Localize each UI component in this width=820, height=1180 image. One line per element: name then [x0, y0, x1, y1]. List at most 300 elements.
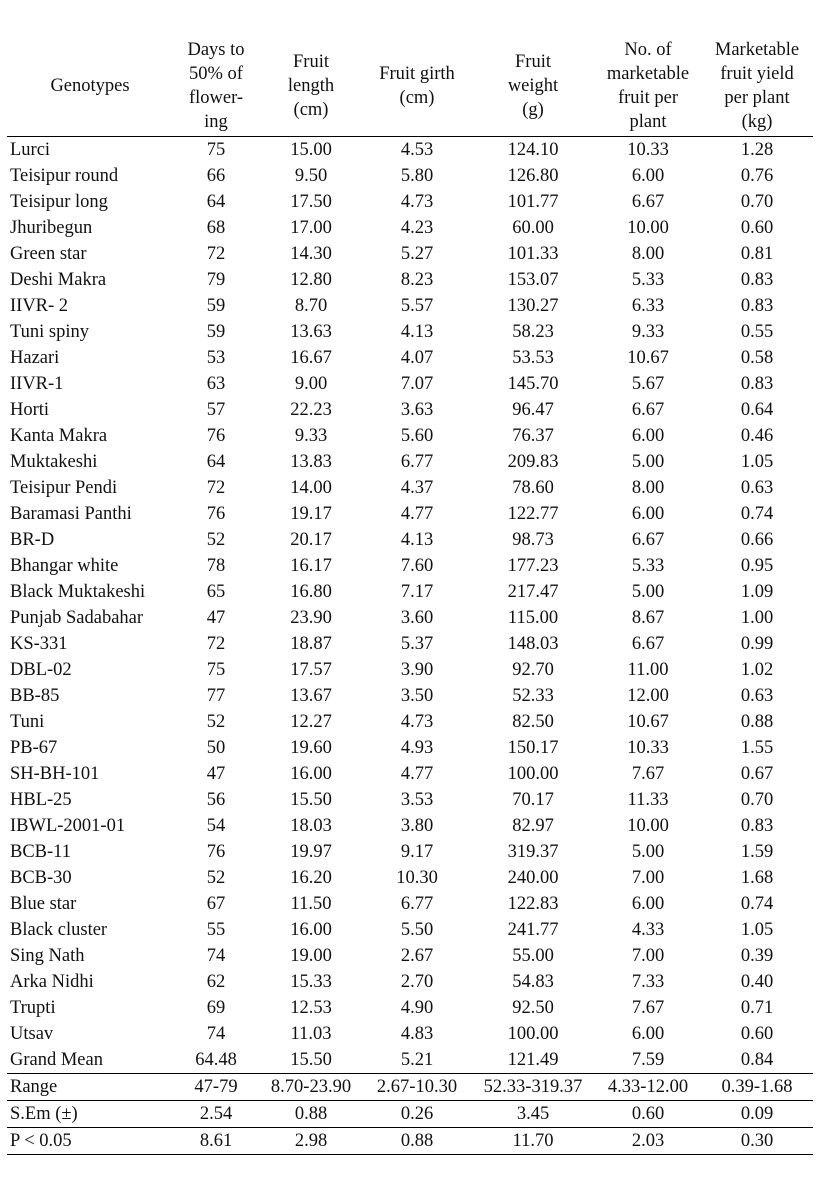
value-cell: 10.67 [627, 348, 669, 368]
value-cell: 56 [206, 790, 226, 810]
value-cell: 98.73 [512, 530, 554, 550]
value-cell: 4.13 [400, 322, 434, 342]
value-cell: 16.20 [290, 868, 332, 888]
value-cell: 0.83 [740, 296, 774, 316]
value-cell: 0.71 [740, 998, 774, 1018]
value-cell: 0.81 [740, 244, 774, 264]
grand-mean-row [7, 1047, 813, 1074]
value-cell: 0.95 [740, 556, 774, 576]
table-row [7, 917, 813, 943]
value-cell: 64 [206, 452, 226, 472]
table-body [7, 137, 813, 1155]
column-header [363, 38, 471, 137]
value-cell: 52.33 [512, 686, 554, 706]
value-cell: 66 [206, 166, 226, 186]
value-cell: 101.77 [507, 192, 559, 212]
value-cell: 6.77 [400, 894, 434, 914]
value-cell: 5.80 [400, 166, 434, 186]
row-label-cell: SH-BH-101 [10, 764, 100, 784]
value-cell: 6.77 [400, 452, 434, 472]
value-cell: 15.50 [290, 1050, 332, 1070]
value-cell: 60.00 [512, 218, 554, 238]
row-label-cell: Arka Nidhi [10, 972, 94, 992]
row-label-cell: PB-67 [10, 738, 58, 758]
column-header-line: fruit yield [720, 64, 794, 84]
column-header-line: Genotypes [50, 76, 130, 96]
row-label-cell: Teisipur Pendi [10, 478, 118, 498]
value-cell: 13.63 [290, 322, 332, 342]
row-label-cell: Black cluster [10, 920, 108, 940]
value-cell: 11.33 [627, 790, 669, 810]
table-row [7, 943, 813, 969]
value-cell: 9.50 [294, 166, 328, 186]
value-cell: 5.00 [631, 582, 665, 602]
value-cell: 23.90 [290, 608, 332, 628]
summary-row [7, 1074, 813, 1101]
value-cell: 130.27 [507, 296, 559, 316]
row-label-cell: Tuni spiny [10, 322, 90, 342]
value-cell: 78 [206, 556, 226, 576]
value-cell: 52.33-319.37 [471, 1074, 595, 1101]
value-cell: 76 [206, 504, 226, 524]
value-cell: 54 [206, 816, 226, 836]
value-cell: 10.00 [627, 816, 669, 836]
value-cell: 209.83 [507, 452, 559, 472]
value-cell: 6.67 [631, 634, 665, 654]
value-cell: 145.70 [507, 374, 559, 394]
column-header-line: Fruit [293, 52, 329, 72]
value-cell: 82.97 [512, 816, 554, 836]
value-cell: 11.50 [290, 894, 332, 914]
value-cell: 4.77 [400, 504, 434, 524]
value-cell: 0.55 [740, 322, 774, 342]
row-label-cell: Lurci [10, 140, 51, 160]
row-label-cell: KS-331 [10, 634, 68, 654]
value-cell: 59 [206, 296, 226, 316]
value-cell: 4.90 [400, 998, 434, 1018]
column-header-line: ing [204, 112, 228, 132]
table-row [7, 891, 813, 917]
row-label-cell: Black Muktakeshi [10, 582, 146, 602]
value-cell: 0.83 [740, 816, 774, 836]
value-cell: 240.00 [507, 868, 559, 888]
value-cell: 7.00 [631, 868, 665, 888]
row-label-cell: BCB-30 [10, 868, 72, 888]
value-cell: 8.00 [631, 244, 665, 264]
value-cell: 6.67 [631, 192, 665, 212]
value-cell: 0.63 [740, 686, 774, 706]
value-cell: 1.05 [740, 452, 774, 472]
table-row [7, 241, 813, 267]
value-cell: 153.07 [507, 270, 559, 290]
value-cell: 3.50 [400, 686, 434, 706]
value-cell: 5.33 [631, 556, 665, 576]
value-cell: 1.55 [740, 738, 774, 758]
row-label-cell: Deshi Makra [10, 270, 107, 290]
row-label-cell: BCB-11 [10, 842, 71, 862]
value-cell: 72 [206, 634, 226, 654]
value-cell: 0.30 [701, 1128, 813, 1155]
table-row [7, 683, 813, 709]
value-cell: 126.80 [507, 166, 559, 186]
value-cell: 10.30 [396, 868, 438, 888]
column-header [701, 38, 813, 137]
value-cell: 4.73 [400, 712, 434, 732]
table-row [7, 449, 813, 475]
value-cell: 76.37 [512, 426, 554, 446]
value-cell: 9.33 [294, 426, 328, 446]
value-cell: 72 [206, 478, 226, 498]
table-row [7, 553, 813, 579]
value-cell: 3.90 [400, 660, 434, 680]
row-label-cell: Bhangar white [10, 556, 119, 576]
value-cell: 22.23 [290, 400, 332, 420]
value-cell: 115.00 [507, 608, 559, 628]
value-cell: 6.00 [631, 166, 665, 186]
value-cell: 1.28 [740, 140, 774, 160]
value-cell: 10.33 [627, 140, 669, 160]
value-cell: 8.70 [294, 296, 328, 316]
value-cell: 0.63 [740, 478, 774, 498]
row-label-cell: Trupti [10, 998, 56, 1018]
table-row [7, 527, 813, 553]
column-header [173, 38, 259, 137]
value-cell: 74 [206, 1024, 226, 1044]
value-cell: 14.00 [290, 478, 332, 498]
value-cell: 53.53 [512, 348, 554, 368]
table-row [7, 995, 813, 1021]
table-row [7, 189, 813, 215]
table-row [7, 423, 813, 449]
column-header-line: (cm) [293, 100, 329, 120]
row-label-cell: IIVR- 2 [10, 296, 69, 316]
row-label-cell: Baramasi Panthi [10, 504, 132, 524]
value-cell: 5.00 [631, 842, 665, 862]
value-cell: 13.83 [290, 452, 332, 472]
table-row [7, 371, 813, 397]
value-cell: 5.57 [400, 296, 434, 316]
value-cell: 2.03 [595, 1128, 701, 1155]
value-cell: 92.50 [512, 998, 554, 1018]
table-row [7, 501, 813, 527]
value-cell: 8.23 [400, 270, 434, 290]
value-cell: 0.70 [740, 192, 774, 212]
table-row [7, 735, 813, 761]
value-cell: 241.77 [507, 920, 559, 940]
column-header-line: (kg) [741, 112, 773, 132]
value-cell: 1.00 [740, 608, 774, 628]
row-label-cell: Teisipur round [10, 166, 119, 186]
value-cell: 82.50 [512, 712, 554, 732]
value-cell: 0.58 [740, 348, 774, 368]
value-cell: 17.00 [290, 218, 332, 238]
value-cell: 20.17 [290, 530, 332, 550]
value-cell: 3.63 [400, 400, 434, 420]
value-cell: 13.67 [290, 686, 332, 706]
value-cell: 70.17 [512, 790, 554, 810]
value-cell: 16.67 [290, 348, 332, 368]
value-cell: 11.03 [290, 1024, 332, 1044]
row-label-cell: P < 0.05 [7, 1128, 173, 1155]
value-cell: 9.17 [400, 842, 434, 862]
value-cell: 65 [206, 582, 226, 602]
table-row [7, 761, 813, 787]
column-header-line: Marketable [714, 40, 800, 60]
header-row [7, 38, 813, 137]
value-cell: 2.70 [400, 972, 434, 992]
value-cell: 7.67 [631, 764, 665, 784]
table-row [7, 397, 813, 423]
value-cell: 100.00 [507, 1024, 559, 1044]
value-cell: 124.10 [507, 140, 559, 160]
column-header-line: marketable [606, 64, 690, 84]
table-row [7, 319, 813, 345]
column-header-line: weight [507, 76, 559, 96]
value-cell: 6.67 [631, 400, 665, 420]
value-cell: 0.39-1.68 [701, 1074, 813, 1101]
value-cell: 4.13 [400, 530, 434, 550]
row-label-cell: Utsav [10, 1024, 54, 1044]
value-cell: 121.49 [507, 1050, 559, 1070]
table-row [7, 475, 813, 501]
value-cell: 53 [206, 348, 226, 368]
row-label-cell: Punjab Sadabahar [10, 608, 144, 628]
value-cell: 1.59 [740, 842, 774, 862]
column-header-line: (cm) [399, 88, 435, 108]
table-row [7, 293, 813, 319]
value-cell: 54.83 [512, 972, 554, 992]
value-cell: 15.00 [290, 140, 332, 160]
column-header [7, 38, 173, 137]
row-label-cell: HBL-25 [10, 790, 72, 810]
value-cell: 68 [206, 218, 226, 238]
data-table-container [7, 38, 813, 1155]
value-cell: 7.60 [400, 556, 434, 576]
summary-row [7, 1101, 813, 1128]
value-cell: 11.70 [471, 1128, 595, 1155]
column-header-line: length [287, 76, 335, 96]
value-cell: 4.07 [400, 348, 434, 368]
value-cell: 5.27 [400, 244, 434, 264]
row-label-cell: Range [7, 1074, 173, 1101]
value-cell: 0.83 [740, 270, 774, 290]
value-cell: 0.84 [740, 1050, 774, 1070]
value-cell: 1.05 [740, 920, 774, 940]
value-cell: 100.00 [507, 764, 559, 784]
row-label-cell: Muktakeshi [10, 452, 98, 472]
table-row [7, 1021, 813, 1047]
table-row [7, 345, 813, 371]
row-label-cell: Sing Nath [10, 946, 85, 966]
table-row [7, 709, 813, 735]
value-cell: 0.83 [740, 374, 774, 394]
row-label-cell: Jhuribegun [10, 218, 93, 238]
table-row [7, 163, 813, 189]
value-cell: 67 [206, 894, 226, 914]
value-cell: 76 [206, 426, 226, 446]
value-cell: 0.67 [740, 764, 774, 784]
column-header-line: No. of [624, 40, 672, 60]
value-cell: 64 [206, 192, 226, 212]
row-label-cell: Teisipur long [10, 192, 108, 212]
value-cell: 0.09 [701, 1101, 813, 1128]
value-cell: 78.60 [512, 478, 554, 498]
value-cell: 55 [206, 920, 226, 940]
value-cell: 6.67 [631, 530, 665, 550]
value-cell: 4.73 [400, 192, 434, 212]
value-cell: 10.00 [627, 218, 669, 238]
value-cell: 0.26 [363, 1101, 471, 1128]
value-cell: 319.37 [507, 842, 559, 862]
value-cell: 74 [206, 946, 226, 966]
value-cell: 7.67 [631, 998, 665, 1018]
table-row [7, 865, 813, 891]
value-cell: 47-79 [173, 1074, 259, 1101]
value-cell: 16.00 [290, 764, 332, 784]
column-header-line: per plant [724, 88, 790, 108]
value-cell: 1.68 [740, 868, 774, 888]
value-cell: 19.60 [290, 738, 332, 758]
value-cell: 11.00 [627, 660, 669, 680]
value-cell: 75 [206, 660, 226, 680]
value-cell: 47 [206, 764, 226, 784]
value-cell: 3.53 [400, 790, 434, 810]
value-cell: 7.00 [631, 946, 665, 966]
value-cell: 7.33 [631, 972, 665, 992]
value-cell: 63 [206, 374, 226, 394]
value-cell: 4.23 [400, 218, 434, 238]
table-row [7, 813, 813, 839]
value-cell: 0.64 [740, 400, 774, 420]
column-header-line: Fruit girth [379, 64, 455, 84]
row-label-cell: DBL-02 [10, 660, 72, 680]
value-cell: 8.00 [631, 478, 665, 498]
value-cell: 64.48 [195, 1050, 237, 1070]
value-cell: 2.54 [173, 1101, 259, 1128]
value-cell: 57 [206, 400, 226, 420]
value-cell: 96.47 [512, 400, 554, 420]
value-cell: 76 [206, 842, 226, 862]
genotype-performance-table [7, 38, 813, 1155]
value-cell: 19.00 [290, 946, 332, 966]
value-cell: 4.33-12.00 [595, 1074, 701, 1101]
row-label-cell: BB-85 [10, 686, 60, 706]
column-header-line: flower- [188, 88, 244, 108]
value-cell: 0.88 [740, 712, 774, 732]
value-cell: 5.33 [631, 270, 665, 290]
column-header [471, 38, 595, 137]
value-cell: 0.39 [740, 946, 774, 966]
summary-row [7, 1128, 813, 1155]
value-cell: 3.45 [471, 1101, 595, 1128]
value-cell: 4.83 [400, 1024, 434, 1044]
value-cell: 0.70 [740, 790, 774, 810]
value-cell: 52 [206, 530, 226, 550]
value-cell: 0.88 [259, 1101, 363, 1128]
value-cell: 122.83 [507, 894, 559, 914]
value-cell: 122.77 [507, 504, 559, 524]
value-cell: 0.66 [740, 530, 774, 550]
value-cell: 3.80 [400, 816, 434, 836]
value-cell: 5.50 [400, 920, 434, 940]
value-cell: 19.17 [290, 504, 332, 524]
value-cell: 6.33 [631, 296, 665, 316]
value-cell: 3.60 [400, 608, 434, 628]
value-cell: 52 [206, 712, 226, 732]
value-cell: 150.17 [507, 738, 559, 758]
value-cell: 72 [206, 244, 226, 264]
table-row [7, 631, 813, 657]
value-cell: 0.60 [740, 1024, 774, 1044]
value-cell: 148.03 [507, 634, 559, 654]
value-cell: 6.00 [631, 426, 665, 446]
row-label-cell: Green star [10, 244, 87, 264]
value-cell: 77 [206, 686, 226, 706]
row-label-cell: IBWL-2001-01 [10, 816, 126, 836]
value-cell: 0.40 [740, 972, 774, 992]
value-cell: 16.00 [290, 920, 332, 940]
table-row [7, 839, 813, 865]
table-row [7, 215, 813, 241]
value-cell: 5.60 [400, 426, 434, 446]
value-cell: 92.70 [512, 660, 554, 680]
value-cell: 6.00 [631, 894, 665, 914]
value-cell: 15.50 [290, 790, 332, 810]
column-header [259, 38, 363, 137]
value-cell: 8.67 [631, 608, 665, 628]
value-cell: 47 [206, 608, 226, 628]
column-header-line: fruit per [617, 88, 679, 108]
value-cell: 177.23 [507, 556, 559, 576]
value-cell: 0.76 [740, 166, 774, 186]
value-cell: 0.74 [740, 504, 774, 524]
value-cell: 2.67 [400, 946, 434, 966]
value-cell: 101.33 [507, 244, 559, 264]
value-cell: 7.07 [400, 374, 434, 394]
value-cell: 4.93 [400, 738, 434, 758]
row-label-cell: Tuni [10, 712, 45, 732]
value-cell: 2.67-10.30 [363, 1074, 471, 1101]
value-cell: 75 [206, 140, 226, 160]
value-cell: 59 [206, 322, 226, 342]
value-cell: 12.27 [290, 712, 332, 732]
row-label-cell: Blue star [10, 894, 77, 914]
value-cell: 5.37 [400, 634, 434, 654]
value-cell: 2.98 [259, 1128, 363, 1155]
value-cell: 19.97 [290, 842, 332, 862]
value-cell: 18.87 [290, 634, 332, 654]
column-header [595, 38, 701, 137]
value-cell: 0.99 [740, 634, 774, 654]
table-row [7, 267, 813, 293]
value-cell: 4.53 [400, 140, 434, 160]
row-label-cell: Grand Mean [10, 1050, 103, 1070]
row-label-cell: Horti [10, 400, 50, 420]
column-header-line: Fruit [515, 52, 551, 72]
value-cell: 217.47 [507, 582, 559, 602]
value-cell: 12.80 [290, 270, 332, 290]
column-header-line: (g) [522, 100, 544, 120]
value-cell: 79 [206, 270, 226, 290]
value-cell: 9.33 [631, 322, 665, 342]
table-row [7, 787, 813, 813]
value-cell: 5.67 [631, 374, 665, 394]
column-header-line: Days to [187, 40, 245, 60]
table-row [7, 579, 813, 605]
value-cell: 69 [206, 998, 226, 1018]
table-row [7, 605, 813, 631]
value-cell: 15.33 [290, 972, 332, 992]
